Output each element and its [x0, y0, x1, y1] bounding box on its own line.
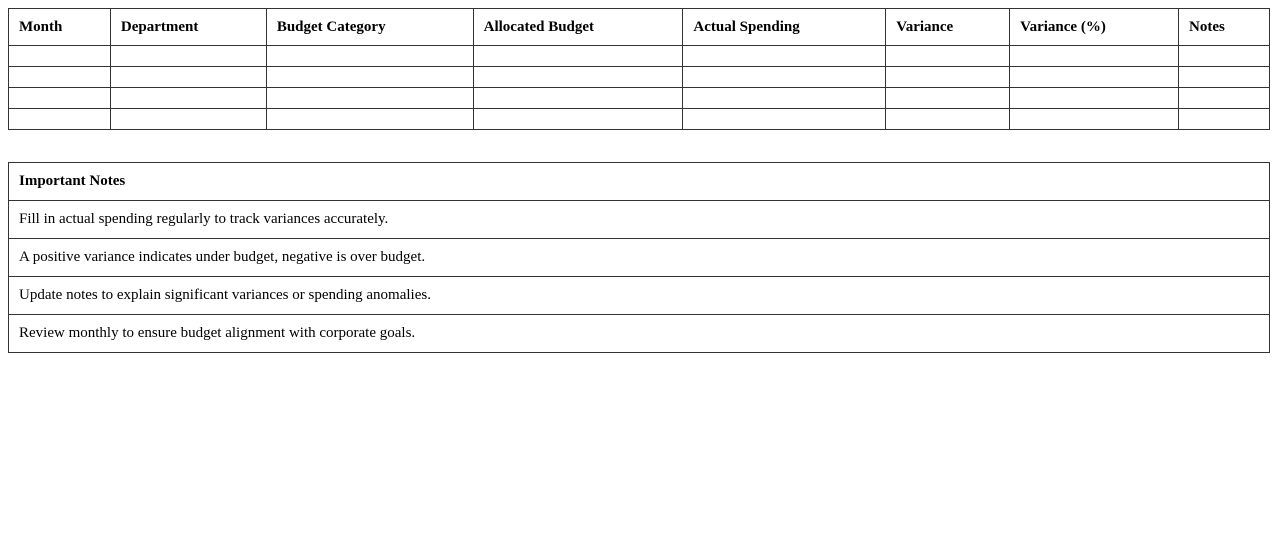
cell-allocated-budget[interactable]: [473, 67, 683, 88]
table-row: [9, 67, 1270, 88]
budget-table: [8, 8, 1270, 130]
column-header-notes: Notes: [1179, 9, 1270, 46]
cell-variance[interactable]: [886, 46, 1010, 67]
cell-allocated-budget[interactable]: [473, 88, 683, 109]
important-notes-table: [8, 162, 1270, 353]
cell-variance[interactable]: [886, 109, 1010, 130]
cell-variance[interactable]: [886, 88, 1010, 109]
budget-table-header-row: [9, 9, 1270, 46]
notes-title: Important Notes: [9, 163, 1270, 201]
cell-notes[interactable]: [1179, 46, 1270, 67]
cell-budget-category[interactable]: [266, 88, 473, 109]
cell-variance-percent[interactable]: [1010, 109, 1179, 130]
note-item: A positive variance indicates under budget, negative is over budget.: [9, 239, 1270, 277]
cell-notes[interactable]: [1179, 67, 1270, 88]
cell-variance-percent[interactable]: [1010, 46, 1179, 67]
cell-allocated-budget[interactable]: [473, 109, 683, 130]
column-header-department: Department: [110, 9, 266, 46]
cell-department[interactable]: [110, 88, 266, 109]
column-header-variance-percent: Variance (%): [1010, 9, 1179, 46]
note-item: Review monthly to ensure budget alignment with corporate goals.: [9, 315, 1270, 353]
cell-department[interactable]: [110, 67, 266, 88]
cell-actual-spending[interactable]: [683, 88, 886, 109]
cell-variance[interactable]: [886, 67, 1010, 88]
table-row: [9, 88, 1270, 109]
cell-budget-category[interactable]: [266, 109, 473, 130]
table-row: [9, 109, 1270, 130]
cell-department[interactable]: [110, 109, 266, 130]
note-item: Fill in actual spending regularly to track variances accurately.: [9, 201, 1270, 239]
note-row: [9, 201, 1270, 239]
cell-actual-spending[interactable]: [683, 46, 886, 67]
cell-variance-percent[interactable]: [1010, 67, 1179, 88]
cell-month[interactable]: [9, 88, 111, 109]
cell-budget-category[interactable]: [266, 67, 473, 88]
cell-month[interactable]: [9, 109, 111, 130]
notes-header-row: [9, 163, 1270, 201]
cell-notes[interactable]: [1179, 88, 1270, 109]
cell-budget-category[interactable]: [266, 46, 473, 67]
cell-variance-percent[interactable]: [1010, 88, 1179, 109]
column-header-actual-spending: Actual Spending: [683, 9, 886, 46]
note-item: Update notes to explain significant variances or spending anomalies.: [9, 277, 1270, 315]
note-row: [9, 315, 1270, 353]
cell-actual-spending[interactable]: [683, 109, 886, 130]
cell-actual-spending[interactable]: [683, 67, 886, 88]
cell-month[interactable]: [9, 67, 111, 88]
cell-department[interactable]: [110, 46, 266, 67]
table-row: [9, 46, 1270, 67]
note-row: [9, 277, 1270, 315]
column-header-budget-category: Budget Category: [266, 9, 473, 46]
column-header-variance: Variance: [886, 9, 1010, 46]
column-header-month: Month: [9, 9, 111, 46]
note-row: [9, 239, 1270, 277]
cell-month[interactable]: [9, 46, 111, 67]
column-header-allocated-budget: Allocated Budget: [473, 9, 683, 46]
cell-allocated-budget[interactable]: [473, 46, 683, 67]
cell-notes[interactable]: [1179, 109, 1270, 130]
